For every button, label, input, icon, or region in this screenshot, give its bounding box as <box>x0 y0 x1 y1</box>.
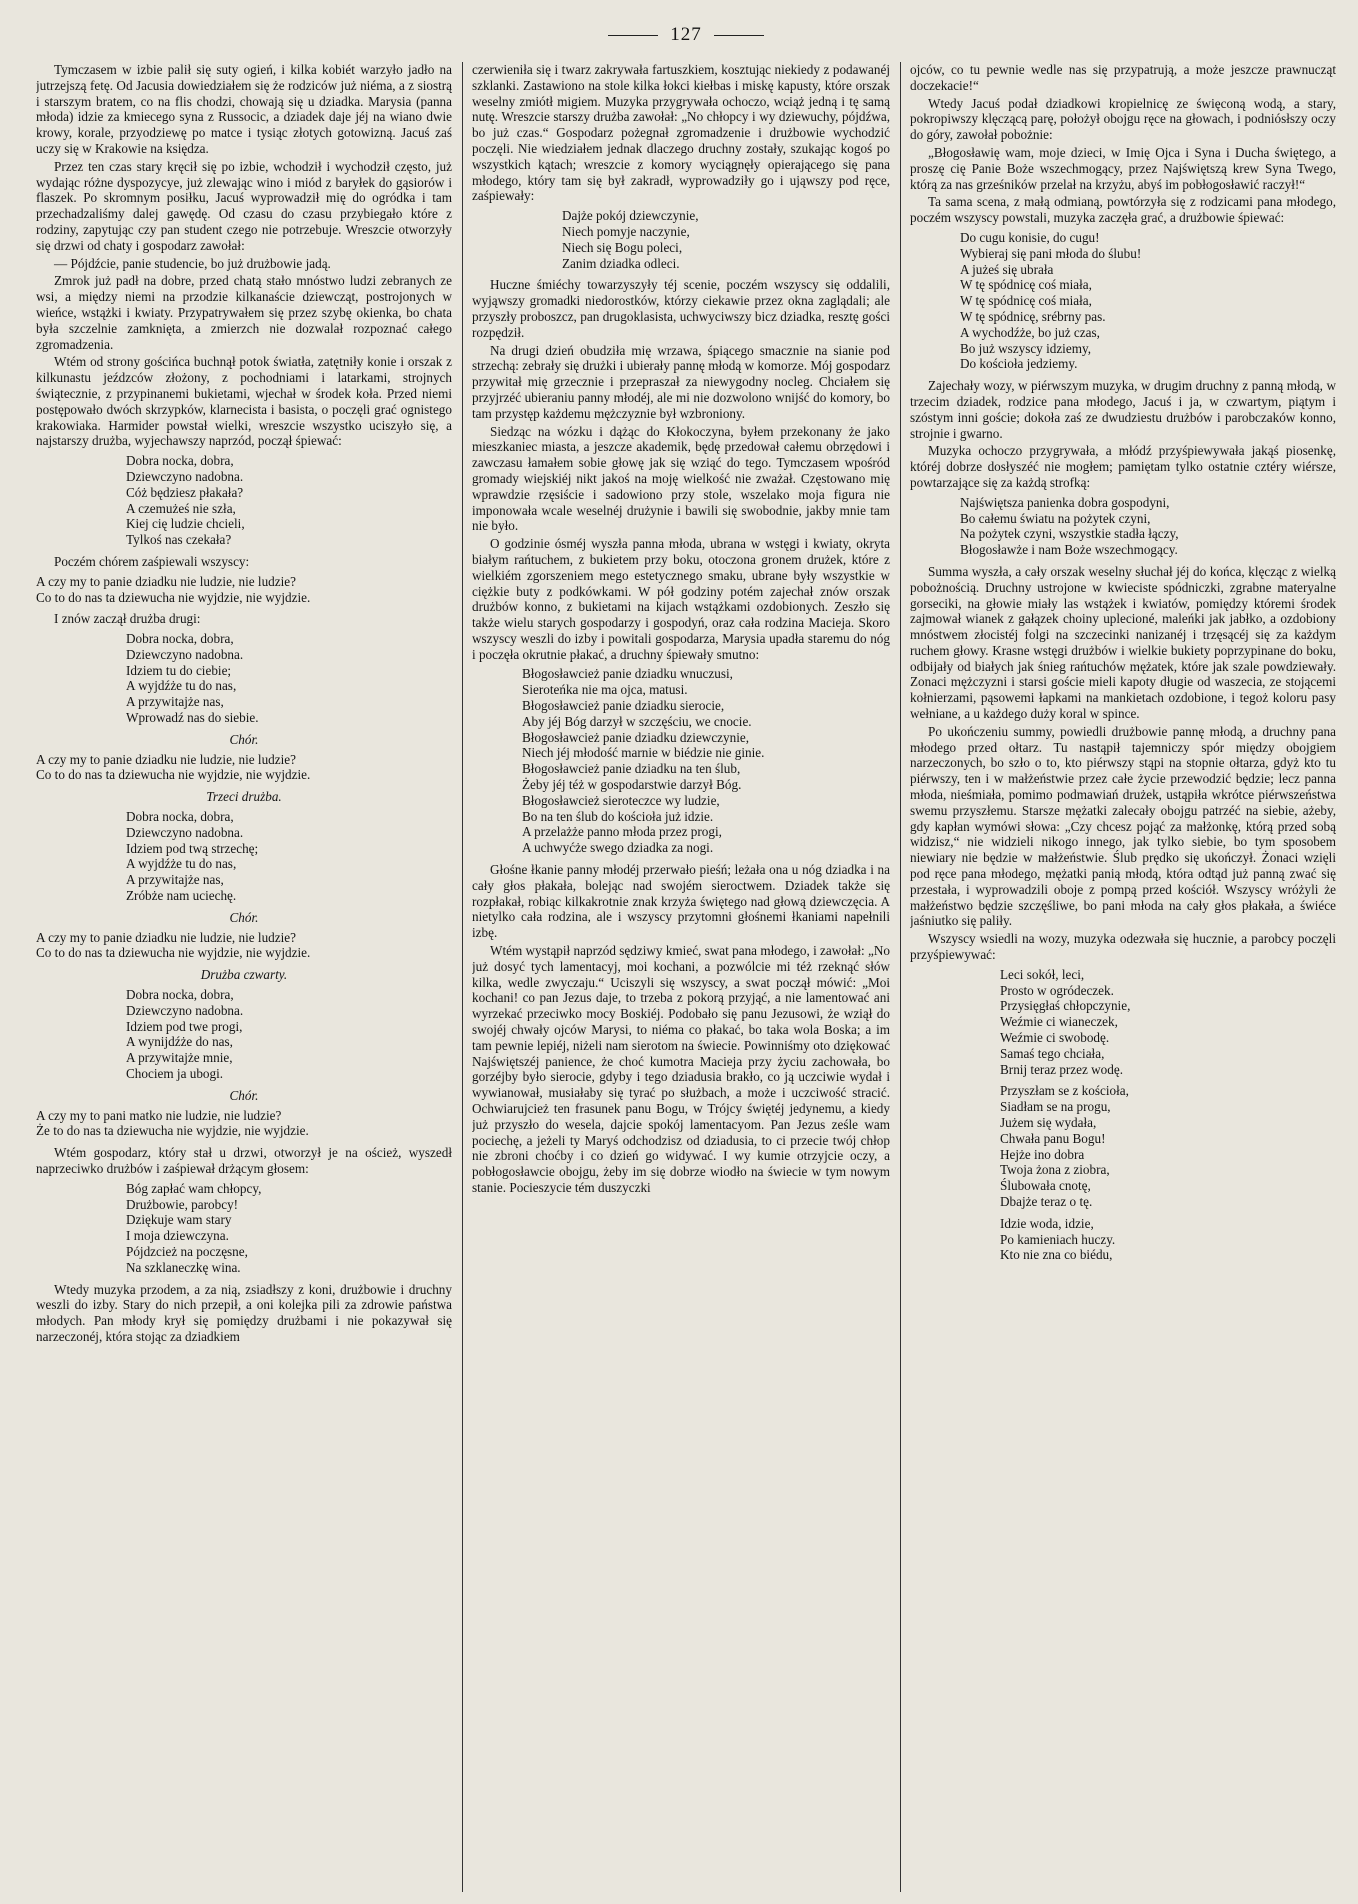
column-3 <box>910 62 1336 1892</box>
paragraph: Wtedy Jacuś podał dziadkowi kropielnicę ze święconą wodą, a stary, pokropiwszy klęczącą parę, położył obojgu ręce na głowach, i podniósłszy oczy do góry, zawołał pobożnie: <box>910 95 1336 143</box>
verse-line: Siadłam se na progu, <box>1000 1099 1111 1115</box>
paragraph: Wtém wystąpił naprzód sędziwy kmieć, swat pana młodego, i zawołał: „No już dosyć tych lamentacyj, moi kochani, a pozwólcie mi téż rzeknąć słów kilka, wedle zwyczaju.“ Uciszyli się wszyscy, a swat począł mówić: „Moi kochani! co pan Jezus daje, to trzeba z pokorą przyjąć, a nie lamentować ani wyrzekać przeciwko mocy Boskiéj. Podobało się panu Jezusowi, że wziął do swojéj chwały ojców Marysi, to niéma co płakać, bo taka wola Boska; a im tam pewnie lepiéj, niżeli nam sierotom na świecie. Powinniśmy oto dziękować Najświętszéj panience, że choć kumotra Macieja przy życiu zachowała, bo gorzéjby było sierocie, gdyby i tego dziadusia brakło, co ją uczciwie wydał i wywianował, musiałaby się tyrać po służbach, a może i uczciwość stracić. Ochwiarujcież ten frasunek panu Bogu, w Trójcy świętéj jedynemu, a kiedy już przyszło do wesela, dajcie spokój lamentacyom. Pan Jezus ześle wam pociechę, a jeżeli ty Maryś odchodzisz od dziadusia, to ci przecie twój chłop nie zbroni choćby i co dzień go widywać. I wy kumie otrzyjcie oczy, a pobłogosławcie obojgu, żeby im się dobrze wiodło na świecie w tym nowym stanie. Pocieszycie tém duszyczki <box>472 943 890 1195</box>
verse-line: Bóg zapłać wam chłopcy, <box>126 1180 262 1196</box>
verse-line: Hejże ino dobra <box>1000 1146 1085 1162</box>
verse-line: Bo już wszyscy idziemy, <box>960 340 1091 356</box>
verse-line: Ślubowała cnotę, <box>1000 1178 1091 1194</box>
verse-line: Błogosławcież panie dziadku sierocie, <box>522 698 725 714</box>
verse-line: Dziewczyno nadobna. <box>126 824 244 840</box>
verse-line: Leci sokół, leci, <box>1000 966 1085 982</box>
paragraph: Na drugi dzień obudziła mię wrzawa, śpiącego smacznie na sianie pod strzechą: zebrały się drużki i ubierały pannę młodą w komorze. Mój gospodarz przywitał mię grzecznie i przepraszał za niewygodny nocleg. Chciałem się przyjrzéć ubieraniu panny młodéj, ale mi nie dozwolono wnijść do komory, bo tam przystęp każdemu mężczyznie był wzbroniony. <box>472 342 890 421</box>
verse-line: Błogosławcież panie dziadku wnuczusi, <box>522 666 733 682</box>
chorus-block <box>36 574 452 606</box>
verse-line: A przywitajże nas, <box>126 694 224 710</box>
column-1 <box>36 62 452 1892</box>
verse-line: Tylkoś nas czekała? <box>126 532 232 548</box>
verse-line: Przysięgłaś chłopczynie, <box>1000 998 1131 1014</box>
verse-line: Dobra nocka, dobra, <box>126 453 234 469</box>
section-label: Trzeci drużba. <box>206 789 282 805</box>
verse-line: Do cugu konisie, do cugu! <box>960 229 1100 245</box>
section-label: Chór. <box>229 909 259 925</box>
paragraph: Głośne łkanie panny młodéj przerwało pieśń; leżała ona u nóg dziadka i na cały głos płakała, bolejąc nad swojém sieroctwem. Dziadek także się rozpłakał, robiąc kilkakrotnie znak krzyża świętego nad głową dziewczęcia. A nietylko cała rodzina, ale i wszyscy przytomni głośnemi łkaniami napełnili izbę. <box>472 862 890 941</box>
verse-line: Weźmie ci wianeczek, <box>1000 1014 1118 1030</box>
verse-line: Idziem pod twe progi, <box>126 1018 243 1034</box>
verse-line: Sieroteńka nie ma ojca, matusi. <box>522 682 688 698</box>
column-divider <box>900 62 901 1892</box>
verse-line: Prosto w ogródeczek. <box>1000 982 1114 998</box>
verse-block <box>36 809 452 904</box>
verse-block <box>910 967 1336 1078</box>
verse-line: Na szklaneczkę wina. <box>126 1259 241 1275</box>
verse-line: Wprowadź nas do siebie. <box>126 710 259 726</box>
verse-line: Dobra nocka, dobra, <box>126 987 234 1003</box>
paragraph: Wtém od strony gościńca buchnął potok światła, zatętniły konie i orszak z kilkunastu jeźdzców złożony, z pochodniami i latarkami, strojnych świątecznie, z przypinanemi bukietami, wjechał w środek koła. Przed niemi postępowało dwóch skrzypków, klarnecista i basista, o poczęli grać ognistego krakowiaka. Harmider powstał wielki, wreszcie wszystko uciszyło się, a najstarszy drużba, wyjechawszy naprzód, począł śpiewać: <box>36 354 452 449</box>
paragraph: Tymczasem w izbie palił się suty ogień, i kilka kobiét warzyło jadło na jutrzejszą fetę. Od Jacusia dowiedziałem się że rodziców już niéma, a z siostrą i starszym bratem, co na flis chodzi, chowają się u dziadka. Marysia (panna młoda) idzie za kmiecego syna z Russocic, a dziadek daje jéj na wiano dwie krowy, korale, przyodziewę po matce i tysiąc złotych gotowizną. Jacuś zaś uczy się w Krakowie na księdza. <box>36 62 452 156</box>
paragraph: Po ukończeniu summy, powiedli drużbowie pannę młodą, a druchny pana młodego przed ołtarz. Tu nastąpił tajemniczy spór między obojgiem narzeczonych, bo szło o to, kto piérwszy stąpi na stopnie ołtarza, gdyż kto tu piérwszy, ten i w małżeństwie przez całe życie przewodzić będzie; lecz panna młoda, nieśmiała, pomimo podmawiań drużek, ustąpiła wkrótce piérwszeństwa swemu przyszłemu. Starsze mężatki zalecały obojgu patrzéć na siebie, ażeby, gdy kapłan wymówi słowa: „Czy chcesz pojąć za małżonkę, którą przed sobą widzisz,“ nie widzieli nikogo innego, jak tylko siebie, bo tym sposobem niewiary nie będzie w małżeństwie. Ślub prędko się ukończył. Żonaci wzięli pod ręce pana młodego, mężatki panią młodą, która odtąd już panną zwać się przestała, i wyprowadzili oboje z pompą przed kościół. Wszyscy wróżyli że małżeństwo będzie szczęśliwe, bo pani młoda na cały głos płakała, a świéce jaśniutko się paliły. <box>910 723 1336 929</box>
verse-line: A jużeś się ubrała <box>960 261 1054 277</box>
verse-line: Idziem tu do ciebie; <box>126 662 232 678</box>
verse-line: Brnij teraz przez wodę. <box>1000 1061 1124 1077</box>
verse-line: Niech pomyje naczynie, <box>562 223 690 239</box>
section-label: Chór. <box>229 1087 259 1103</box>
verse-block <box>36 987 452 1082</box>
verse-line: Kiej cię ludzie chcieli, <box>126 516 245 532</box>
verse-line: Samaś tego chciała, <box>1000 1045 1105 1061</box>
verse-line: Niech jéj młodość marnie w biédzie nie ginie. <box>522 745 765 761</box>
verse-block <box>472 666 890 856</box>
verse-line: Po kamieniach huczy. <box>1000 1231 1116 1247</box>
verse-block <box>36 453 452 548</box>
chorus-line: Że to do nas ta dziewucha nie wyjdzie, nie wyjdzie. <box>36 1123 309 1139</box>
paragraph: Huczne śmiéchy towarzyszyły téj scenie, poczém wszyscy się oddalili, wyjąwszy gromadki niedorostków, którzy ciekawie przez okna zaglądali; ale przyszły proboszcz, pan drugoklasista, uchwyciwszy bicz dziadka, resztę gości rozpędził. <box>472 277 890 340</box>
paragraph: Summa wyszła, a cały orszak weselny słuchał jéj do końca, klęcząc z wielką pobożnością. Druchny ustrojone w kwieciste spódniczki, zgrabne materyalne gorseciki, na głowie miały las wstążek i kwiatów, pomiędzy któremi środek zajmował wianek z gałązek choiny uplecioné, maleńki jak jabłko, a ozdobiony mnóstwem złocistéj folgi na szczecinki nanizanéj i trzęsącéj się za każdym ruchem głowy. Krasne wstęgi drużbów i wielkie bukiety poprzypinane do boku, odbijały od białych jak śnieg rańtuchów mężatek, które jak szale powdziewały. Zonaci mężczyzni i starsi goście mieli kapoty długie od waszecia, ze stojącemi kołnierzami, pąsowemi łapkami na mankietach ozdobione, i tegoż koloru pasy wełniane, a u każdego duży koral w spince. <box>910 563 1336 722</box>
paragraph: Zajechały wozy, w piérwszym muzyka, w drugim druchny z panną młodą, w trzecim dziadek, rodzice pana młodego, Jacuś i ja, w czwartym, piątym i szóstym inni goście; dokoła zaś ze dwudziestu drużbów i parobczaków konno, strojnie i gwarno. <box>910 378 1336 441</box>
paragraph: — Pójdźcie, panie studencie, bo już drużbowie jadą. <box>54 255 331 271</box>
verse-line: Kto nie zna co biédu, <box>1000 1247 1113 1263</box>
verse-line: A przelażże panno młoda przez progi, <box>522 824 722 840</box>
chorus-line: A czy my to panie dziadku nie ludzie, nie ludzie? <box>36 573 296 589</box>
verse-block <box>36 631 452 726</box>
verse-line: Przyszłam se z kościoła, <box>1000 1083 1129 1099</box>
verse-line: Błogosławcież sieroteczce wy ludzie, <box>522 792 720 808</box>
paragraph: Wszyscy wsiedli na wozy, muzyka odezwała się hucznie, a parobcy poczęli przyśpiewywać: <box>910 931 1336 963</box>
paragraph: „Błogosławię wam, moje dzieci, w Imię Ojca i Syna i Ducha świętego, a proszę cię Panie Boże wszechmogący, przez Najświętszą krew Syna Twego, którą za nas grześników przelał na krzyżu, abyś im pobłogosławić raczył!“ <box>910 144 1336 192</box>
verse-line: Dziewczyno nadobna. <box>126 1002 244 1018</box>
page-header <box>36 18 1336 62</box>
verse-line: A wychodźże, bo już czas, <box>960 324 1100 340</box>
verse-line: Idzie woda, idzie, <box>1000 1215 1094 1231</box>
verse-line: A wynijdźże do nas, <box>126 1034 233 1050</box>
verse-line: Chwała panu Bogu! <box>1000 1130 1106 1146</box>
verse-line: Wybieraj się pani młoda do ślubu! <box>960 245 1142 261</box>
paragraph: Wtedy muzyka przodem, a za nią, zsiadłszy z koni, drużbowie i druchny weszli do izby. Stary do nich przepił, a oni kolejka pili za zdrowie państwa młodych. Pan młody krył się pomiędzy drużbami i nie pokazywał się narzeczonéj, która stojąc za dziadkiem <box>36 1281 452 1344</box>
paragraph: czerwieniła się i twarz zakrywała fartuszkiem, kosztując niekiedy z podawanéj szklanki. Zastawiono na stole kilka łokci kiełbas i miskę kapusty, które orszak weselny zmiótł migiem. Muzyka przygrywała ochoczo, wciąż jedną i tę samą nutę. Wreszcie starszy drużba zawołał: „No chłopcy i wy dziewuchy, pójdźwa, bo już czas.“ Gospodarz pożegnał zgromadzenie i drużbowie wychodzić poczęli. Nie wiedziałem jednak dlaczego druchny zostały, szukając kogoś po wszystkich kątach; wreszcie z komory wyciągnęły opierającego się pana młodego, który tam się był zakradł, wyprowadziły go i ująwszy pod ręce, zaśpiewały: <box>472 62 890 204</box>
section-label: Chór. <box>229 731 259 747</box>
verse-line: A wyjdźże tu do nas, <box>126 678 237 694</box>
verse-line: Do kościoła jedziemy. <box>960 356 1078 372</box>
chorus-line: Co to do nas ta dziewucha nie wyjdzie, nie wyjdzie. <box>36 945 311 961</box>
verse-line: Dajże pokój dziewczynie, <box>562 208 699 224</box>
columns <box>36 62 1336 1892</box>
verse-line: W tę spódnicę, srébrny pas. <box>960 308 1106 324</box>
column-2 <box>472 62 890 1892</box>
verse-line: Błogosławcież panie dziadku dziewczynie, <box>522 729 750 745</box>
column-divider <box>462 62 463 1892</box>
paragraph: Zmrok już padł na dobre, przed chatą stało mnóstwo ludzi zebranych ze wsi, a między niemi na przodzie kilkanaście dziewcząt, postrojonych w wieńce, wstążki i kwiaty. Przypatrywałem się przez szybę okienka, bo chata była szczelnie zamknięta, a zmierzch nie dozwalał rozpoznać całego zgromadzenia. <box>36 273 452 352</box>
verse-block <box>910 495 1336 558</box>
verse-line: Dziewczyno nadobna. <box>126 646 244 662</box>
verse-line: W tę spódnicę coś miała, <box>960 293 1092 309</box>
verse-block <box>910 230 1336 372</box>
verse-line: Jużem się wydała, <box>1000 1115 1097 1130</box>
paragraph: Poczém chórem zaśpiewali wszyscy: <box>54 553 250 569</box>
verse-line: Zanim dziadka odleci. <box>562 255 680 271</box>
verse-line: A czemużeś nie szła, <box>126 500 236 516</box>
paragraph: Muzyka ochoczo przygrywała, a młódź przyśpiewywała jakąś piosenkę, któréj dobrze dosłyszéć nie mogłem; pamiętam tylko ostatnie cztéry wiérsze, powtarzające się za każdą strofką: <box>910 443 1336 490</box>
paragraph: O godzinie ósméj wyszła panna młoda, ubrana w wstęgi i kwiaty, okryta białym rańtuchem, z bukietem przy boku, otoczona gronem drużek, które z wielkiém zgorszeniem mego estetycznego smaku, ubrane były wszystkie w ciężkie buty z podkówkami. W pół godziny potém zajechał znów orszak drużbów konno, z bukietami na kijach wstążkami ozdobionych. Zeszło się także wielu starych gospodarzy i gospodyń, oraz cała rodzina Macieja. Skoro wszyscy weszli do izby i powitali gospodarza, Marysia upadła staremu do nóg i poczęła okrutnie płakać, a druchny śpiewały smutno: <box>472 536 890 662</box>
paragraph: Przez ten czas stary kręcił się po izbie, wchodził i wychodził często, już wydając różne dyspozycye, już zlewając wino i miód z baryłek do gąsiorów i flaszek. Po skromnym posiłku, Jacuś wyprowadził mię do ogródka i tam przechadzaliśmy dalej gawędę. Od czasu do czasu przybiegało które z rodziny, zapytując czy pan student czego nie potrzebuje. Wreszcie otworzyły się drzwi od chaty i gospodarz zawołał: <box>36 158 452 253</box>
chorus-line: A czy my to panie dziadku nie ludzie, nie ludzie? <box>36 751 296 767</box>
paragraph: ojców, co tu pewnie wedle nas się przypatrują, a może jeszcze prawnucząt doczekacie!“ <box>910 62 1336 93</box>
verse-line: A przywitajże mnie, <box>126 1050 233 1066</box>
verse-line: Najświętsza panienka dobra gospodyni, <box>960 494 1170 510</box>
verse-line: Dobra nocka, dobra, <box>126 809 234 825</box>
paragraph: Siedząc na wózku i dążąc do Kłokoczyna, byłem przekonany że jako mieszkaniec miasta, a jeszcze akademik, będę przedował całemu obrzędowi i zawczasu łamałem sobie głowę jak się wziąć do tego. Tymczasem wpośród gromady wiejskiéj nikt jakoś na moję wielkość nie zważał. Częstowano mię wprawdzie rzęsiście i sadowiono przy stole, wszelako moja figura nie imponowała wcale weselnéj drużynie i bawili się swobodnie, jakby mnie tam nie było. <box>472 423 890 534</box>
verse-line: Żeby jéj téż w gospodarstwie darzył Bóg. <box>522 777 742 793</box>
verse-line: Zróbże nam uciechę. <box>126 888 237 904</box>
chorus-block <box>36 930 452 962</box>
verse-line: Drużbowie, parobcy! <box>126 1196 239 1212</box>
verse-line: A wyjdźże tu do nas, <box>126 856 237 872</box>
verse-line: Na pożytek czyni, wszystkie stadła łączy, <box>960 526 1179 542</box>
verse-line: Aby jéj Bóg darzył w szczęściu, we cnocie. <box>522 713 752 729</box>
page-number: 127 <box>596 24 776 46</box>
verse-line: W tę spódnicę coś miała, <box>960 277 1092 293</box>
chorus-block <box>36 1108 452 1140</box>
paragraph: I znów zaczął drużba drugi: <box>54 611 201 627</box>
verse-line: Dbajże teraz o tę. <box>1000 1193 1093 1209</box>
verse-line: Chociem ja ubogi. <box>126 1066 224 1082</box>
verse-line: Niech się Bogu poleci, <box>562 239 683 255</box>
verse-line: I moja dziewczyna. <box>126 1228 229 1244</box>
verse-line: Błogosławże i nam Boże wszechmogący. <box>960 542 1178 558</box>
chorus-line: Co to do nas ta dziewucha nie wyjdzie, nie wyjdzie. <box>36 767 311 783</box>
verse-block <box>910 1083 1336 1209</box>
verse-line: A uchwyćże swego dziadka za nogi. <box>522 840 714 856</box>
verse-line: A przywitajże nas, <box>126 872 224 888</box>
verse-line: Weźmie ci swobodę. <box>1000 1030 1110 1046</box>
verse-line: Błogosławcież panie dziadku na ten ślub, <box>522 761 741 777</box>
verse-block <box>472 208 890 271</box>
chorus-line: A czy my to pani matko nie ludzie, nie ludzie? <box>36 1107 282 1123</box>
chorus-line: Co to do nas ta dziewucha nie wyjdzie, nie wyjdzie. <box>36 589 311 605</box>
verse-block <box>910 1216 1336 1263</box>
verse-line: Dziękuje wam stary <box>126 1212 232 1228</box>
verse-line: Bo na ten ślub do kościoła już idzie. <box>522 808 714 824</box>
verse-line: Pójdzcież na poczęsne, <box>126 1243 248 1259</box>
verse-line: Dziewczyno nadobna. <box>126 468 244 484</box>
verse-line: Bo całemu światu na pożytek czyni, <box>960 510 1151 526</box>
verse-block <box>36 1181 452 1276</box>
verse-line: Idziem pod twą strzechę; <box>126 840 259 856</box>
paragraph: Wtém gospodarz, który stał u drzwi, otworzył je na oścież, wyszedł naprzeciwko drużbów i zaśpiewał drżącym głosem: <box>36 1145 452 1176</box>
verse-line: Cóż będziesz płakała? <box>126 484 244 500</box>
verse-line: Dobra nocka, dobra, <box>126 631 234 647</box>
chorus-line: A czy my to panie dziadku nie ludzie, nie ludzie? <box>36 929 296 945</box>
section-label: Drużba czwarty. <box>200 967 288 983</box>
verse-line: Twoja żona z ziobra, <box>1000 1162 1110 1178</box>
paragraph: Ta sama scena, z małą odmianą, powtórzyła się z rodzicami pana młodego, poczém wszyscy powstali, muzyka zaczęła grać, a drużbowie śpiewać: <box>910 194 1336 226</box>
chorus-block <box>36 752 452 784</box>
